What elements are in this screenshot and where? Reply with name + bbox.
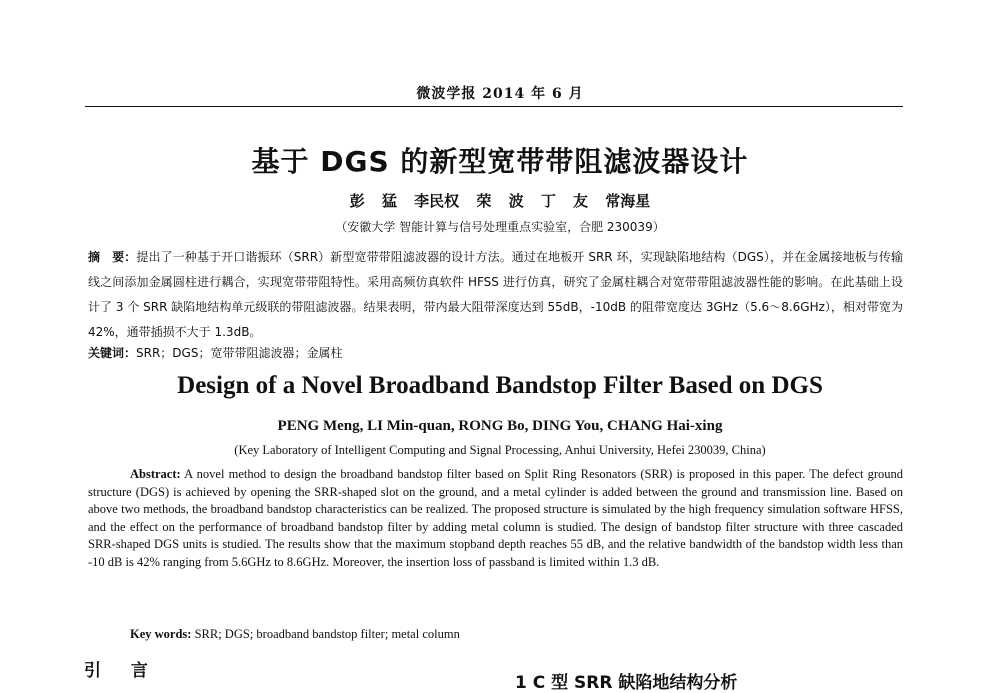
authors-chinese: 彭 猛 李民权 荣 波 丁 友 常海星	[349, 192, 651, 210]
keywords-chinese-text: SRR；DGS；宽带带阻滤波器；金属柱	[136, 346, 343, 360]
keywords-chinese	[88, 343, 903, 363]
abstract-chinese-text: 提出了一种基于开口谐振环（SRR）新型宽带带阻滤波器的设计方法。通过在地板开 SRR 环，实现缺陷地结构（DGS），并在金属接地板与传输线之间添加金属圆柱进行耦合，实现宽带带阻特性。采用高频仿真软件 HFSS 进行仿真，研究了金属柱耦合对宽带带阻滤波器性能的影响。在此基础上设计了 3 个 SRR 缺陷地结构单元级联的带阻滤波器。结果表明，带内最大阻带深度达到 55dB，-10dB 的阻带宽度达 3GHz（5.6～8.6GHz），相对带宽为 42%，通带插损不大于 1.3dB。	[88, 250, 903, 339]
abstract-english-label: Abstract:	[130, 467, 181, 481]
section-heading-introduction: 引 言	[84, 661, 160, 681]
affiliation-chinese: （安徽大学 智能计算与信号处理重点实验室，合肥 230039）	[335, 220, 665, 234]
section-heading-1: 1 C 型 SRR 缺陷地结构分析	[515, 673, 738, 693]
keywords-english-label: Key words:	[130, 627, 192, 641]
affiliation-english: (Key Laboratory of Intelligent Computing and Signal Processing, Anhui University, Hefei 230039, China)	[234, 443, 766, 457]
title-chinese: 基于 DGS 的新型宽带带阻滤波器设计	[251, 145, 749, 178]
header-rule	[85, 106, 903, 107]
authors-english: PENG Meng, LI Min-quan, RONG Bo, DING You, CHANG Hai-xing	[277, 418, 723, 434]
keywords-chinese-label: 关键词：	[88, 346, 137, 360]
running-header: 微波学报 2014 年 6 月	[416, 86, 584, 102]
abstract-chinese-label: 摘 要：	[88, 250, 137, 264]
keywords-english-text: SRR; DGS; broadband bandstop filter; metal column	[194, 627, 460, 641]
abstract-english	[88, 466, 903, 571]
title-english: Design of a Novel Broadband Bandstop Filter Based on DGS	[177, 372, 823, 399]
abstract-chinese	[88, 245, 903, 345]
keywords-english	[130, 625, 900, 643]
abstract-english-text: A novel method to design the broadband bandstop filter based on Split Ring Resonators (SRR) is proposed in this paper. The defect ground structure (DGS) is achieved by opening the SRR-shaped slot on the ground, and a metal cylinder is added between the ground and transmission line. Based on above two methods, the broadband bandstop characteristics can be realized. The proposed structure is simulated by the high frequency simulation software HFSS, and the effect on the performance of broadband bandstop filter by adding metal column is studied. The design of bandstop filter structure with three cascaded SRR-shaped DGS units is studied. The results show that the maximum stopband depth reaches 55 dB, and the relative bandwidth of the bandstop width less than -10 dB is 42% ranging from 5.6GHz to 8.6GHz. Moreover, the insertion loss of passband is limited within 1.3 dB.	[88, 467, 903, 569]
